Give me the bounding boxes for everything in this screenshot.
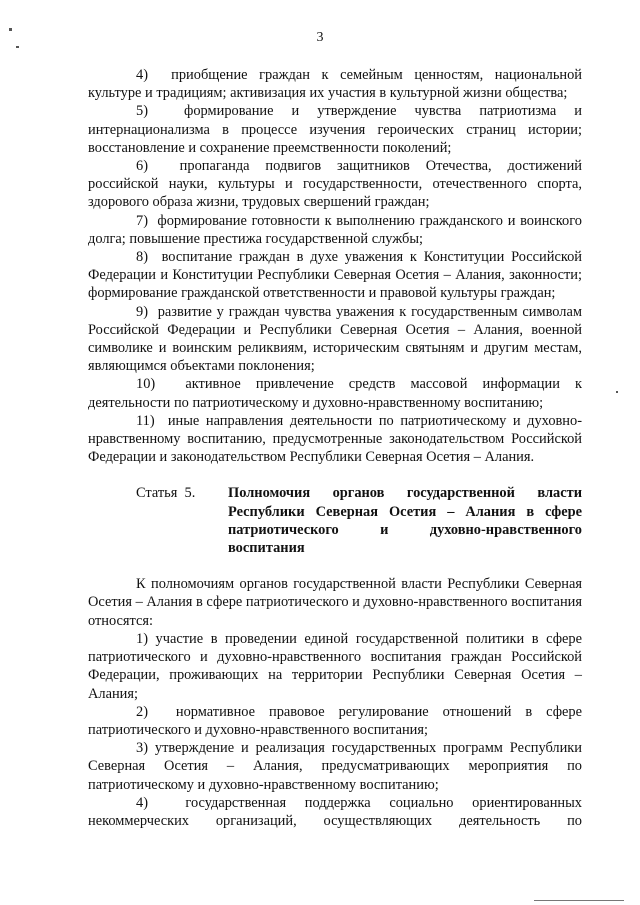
article-heading bbox=[88, 484, 582, 557]
list-item: 11) иные направления деятельности по патриотическому и духовно-нравственному воспитанию, предусмотренные законодательством Российской Федерации и законодательством Республики Северная Осетия – Алания. bbox=[88, 412, 582, 466]
list-item: 10) активное привлечение средств массовой информации к деятельности по патриотическому и духовно-нравственному воспитанию; bbox=[88, 376, 582, 411]
article-title: Полномочия органов государственной власти Республики Северная Осетия – Алания в сфере патриотического и духовно-нравственного воспитания bbox=[228, 485, 582, 557]
scan-line bbox=[534, 900, 624, 901]
list-item: 3) утверждение и реализация государственных программ Республики Северная Осетия – Алания, предусматривающих мероприятия по патриотическому и духовно-нравственному воспитанию; bbox=[88, 740, 582, 793]
scan-dot bbox=[616, 391, 618, 393]
list-item: 6) пропаганда подвигов защитников Отечества, достижений российской науки, культуры и государственности, отечественного спорта, здорового образа жизни, трудовых свершений граждан; bbox=[88, 158, 582, 211]
list-item: 2) нормативное правовое регулирование отношений в сфере патриотического и духовно-нравственного воспитания; bbox=[88, 703, 582, 738]
list-item: 7) формирование готовности к выполнению гражданского и воинского долга; повышение престижа государственной службы; bbox=[88, 212, 582, 247]
list-item: 8) воспитание граждан в духе уважения к Конституции Российской Федерации и Конституции Республики Северная Осетия – Алания, законности; формирование гражданской ответственности и правовой культуры граждан; bbox=[88, 249, 582, 302]
article-label: Статья 5. bbox=[136, 485, 196, 502]
list-item: 9) развитие у граждан чувства уважения к государственным символам Российской Федерации и Республики Северная Осетия – Алания, военной символике и воинским реликвиям, историческим святыням и другим местам, являющимся объектами поклонения; bbox=[88, 303, 582, 375]
list-item: 4) приобщение граждан к семейным ценностям, национальной культуре и традициям; активизация их участия в культурной жизни общества; bbox=[88, 67, 582, 102]
scan-dot bbox=[16, 46, 19, 48]
document-body bbox=[88, 66, 582, 830]
page-number: 3 bbox=[316, 30, 324, 45]
list-item: 1) участие в проведении единой государственной политики в сфере патриотического и духовно-нравственного воспитания граждан Российской Федерации, проживающих на территории Республики Северная Осетия – Алания; bbox=[88, 630, 582, 702]
scan-dot bbox=[9, 28, 12, 31]
list-item: 5) формирование и утверждение чувства патриотизма и интернационализма в процессе изучения героических страниц истории; восстановление и сохранение преемственности поколений; bbox=[88, 103, 582, 156]
intro-paragraph: К полномочиям органов государственной власти Республики Северная Осетия – Алания в сфере патриотического и духовно-нравственного воспитания относятся: bbox=[88, 576, 582, 629]
list-item: 4) государственная поддержка социально ориентированных некоммерческих организаций, осуществляющих деятельность по bbox=[88, 794, 582, 829]
